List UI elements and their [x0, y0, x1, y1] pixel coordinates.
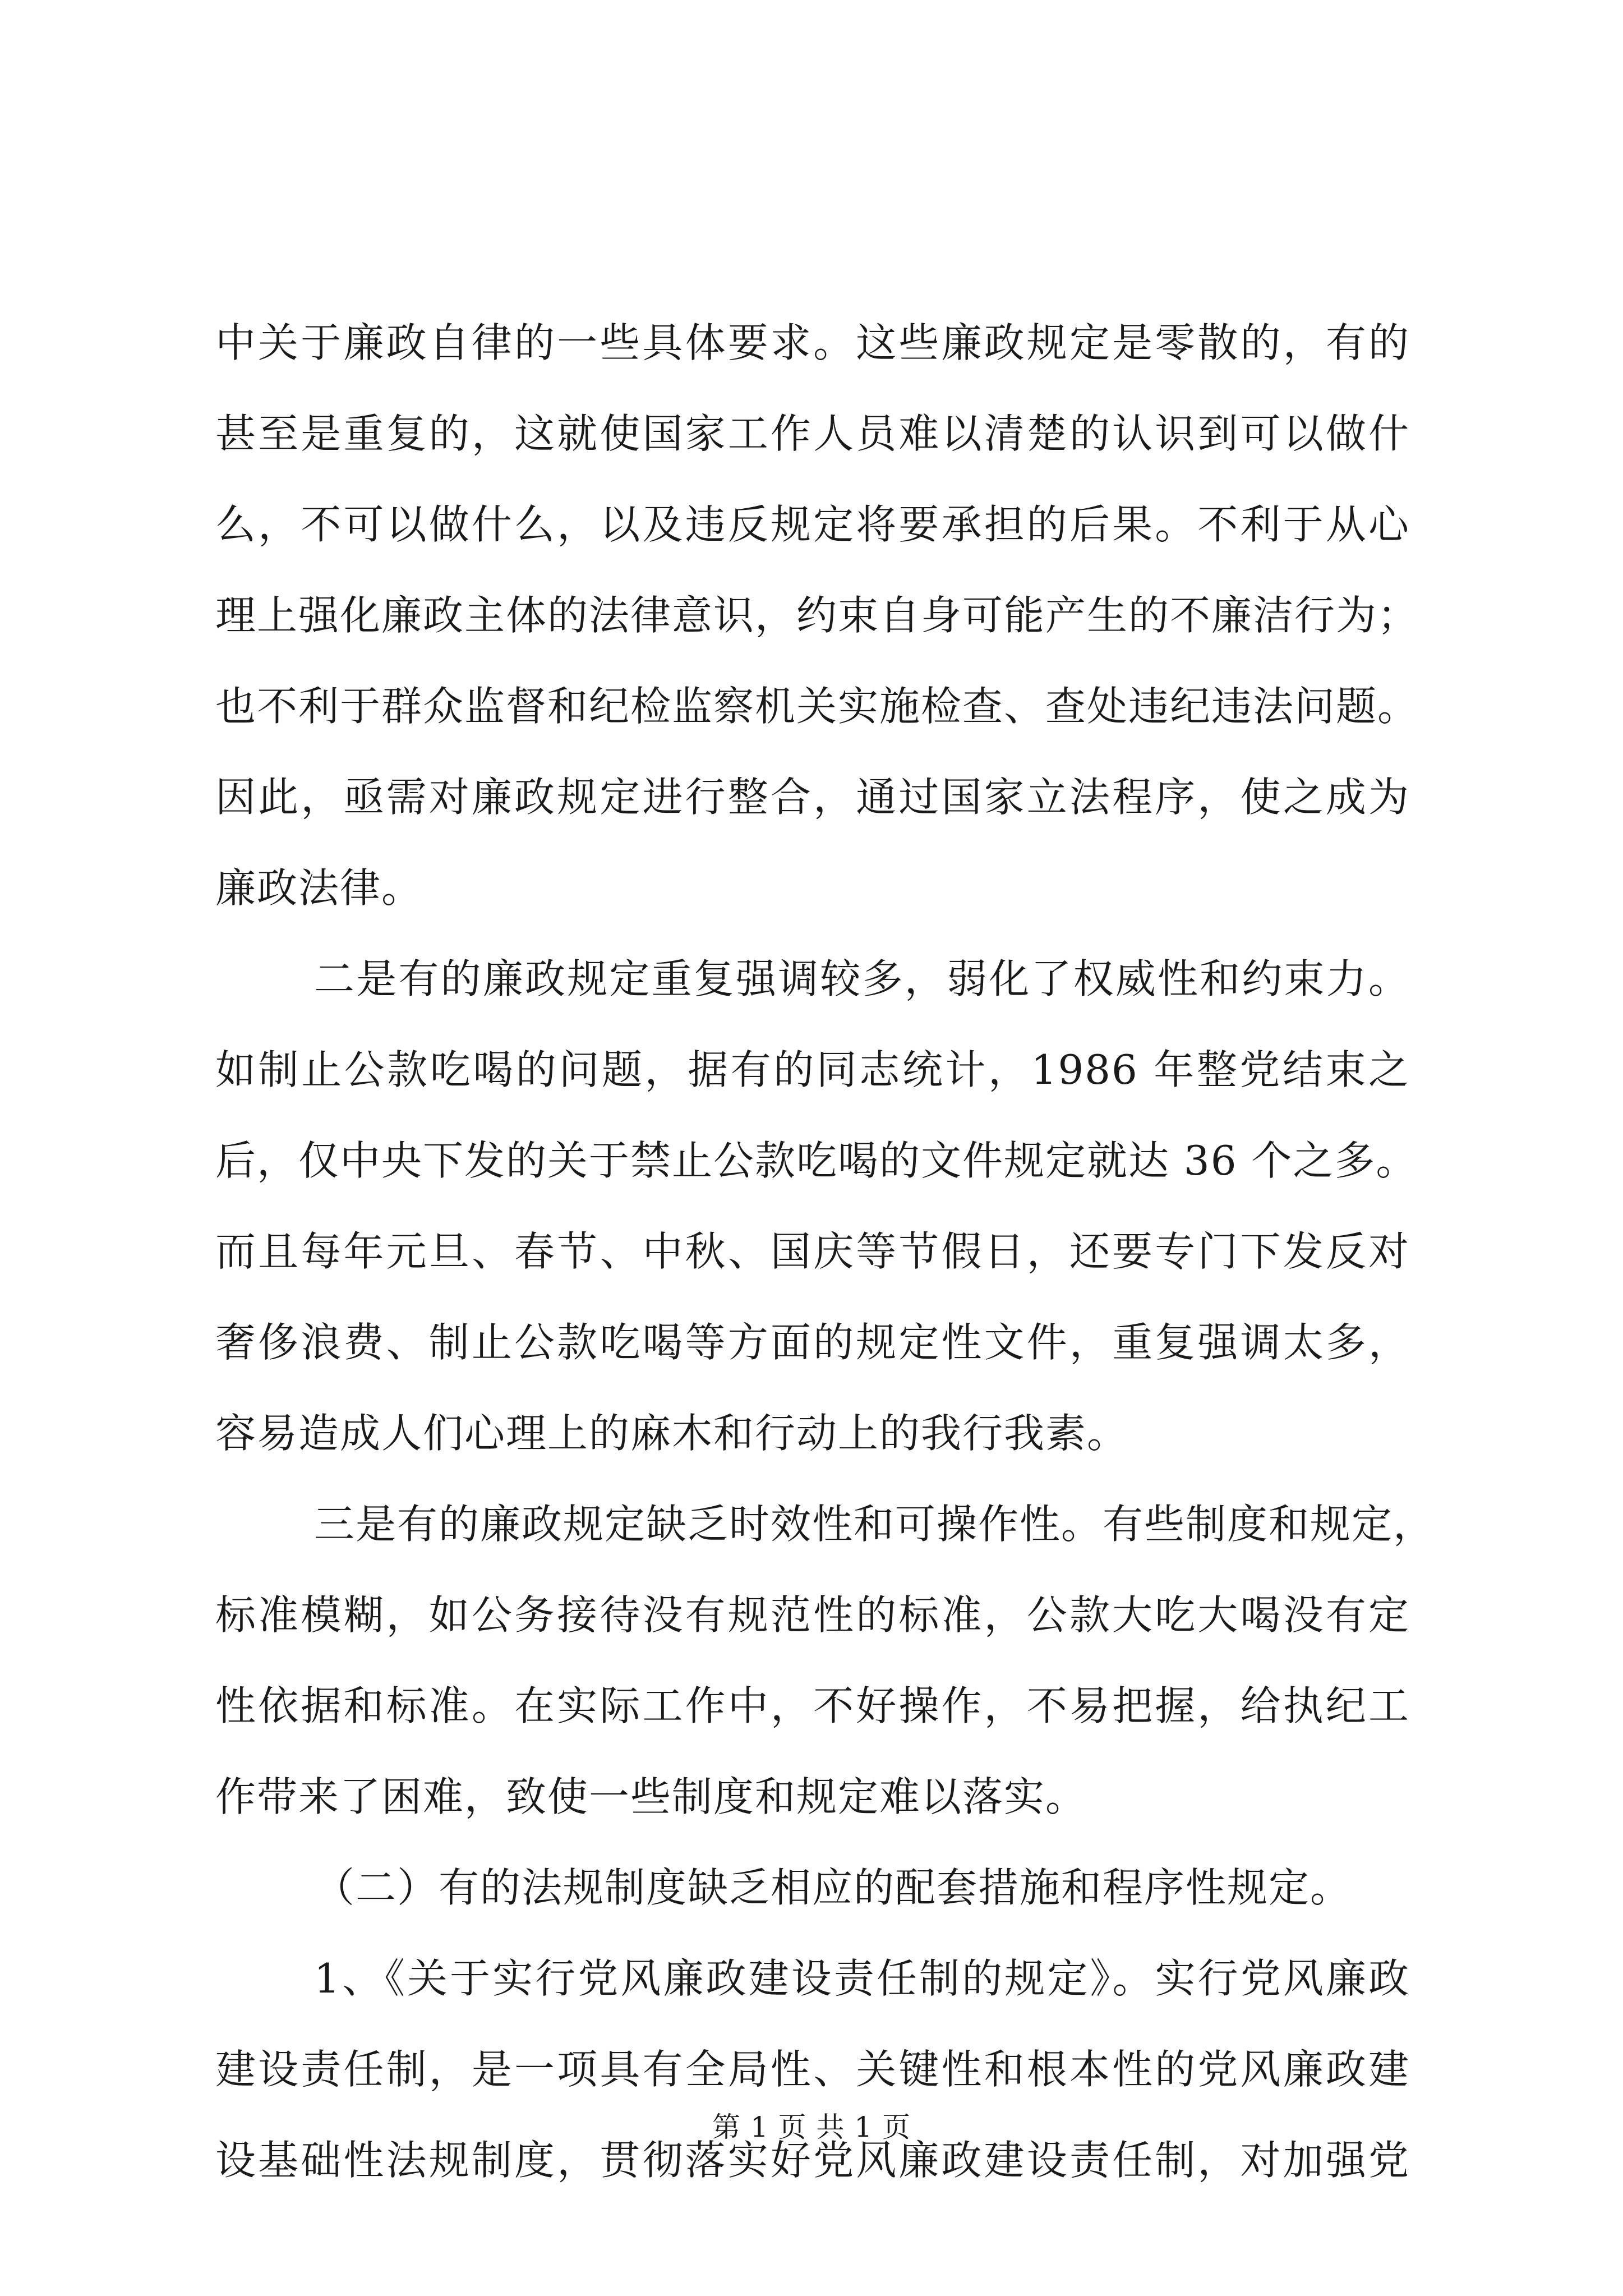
text-line: 后，仅中央下发的关于禁止公款吃喝的文件规定就达 36 个之多。: [215, 1137, 1418, 1184]
text-line: 二是有的廉政规定重复强调较多，弱化了权威性和约束力。: [314, 955, 1410, 1002]
paragraph-3: [215, 1479, 1435, 1842]
text-line: 甚至是重复的，这就使国家工作人员难以清楚的认识到可以做什: [215, 410, 1410, 457]
paragraph-1: [215, 297, 1419, 933]
text-line: 奢侈浪费、制止公款吃喝等方面的规定性文件，重复强调太多，: [215, 1319, 1410, 1366]
text-line: 理上强化廉政主体的法律意识，约束自身可能产生的不廉洁行为；: [215, 592, 1419, 639]
text-line: 三是有的廉政规定缺乏时效性和可操作性。有些制度和规定，: [314, 1501, 1435, 1548]
text-line: 建设责任制，是一项具有全局性、关键性和根本性的党风廉政建: [215, 2046, 1410, 2093]
text-line: 而且每年元旦、春节、中秋、国庆等节假日，还要专门下发反对: [215, 1228, 1410, 1275]
text-line: （二）有的法规制度缺乏相应的配套措施和程序性规定。: [314, 1864, 1352, 1911]
text-line: 如制止公款吃喝的问题，据有的同志统计，1986 年整党结束之: [215, 1046, 1410, 1093]
text-line: 1、《关于实行党风廉政建设责任制的规定》。实行党风廉政: [314, 1955, 1410, 2002]
paragraph-4: [215, 1933, 1410, 2206]
text-line: 么，不可以做什么，以及违反规定将要承担的后果。不利于从心: [215, 501, 1410, 548]
text-line: 中关于廉政自律的一些具体要求。这些廉政规定是零散的，有的: [215, 319, 1410, 366]
paragraph-2: [215, 933, 1418, 1479]
document-body: [215, 297, 1435, 2206]
text-line: 廉政法律。: [215, 864, 423, 912]
page-number-footer: 第 1 页 共 1 页: [712, 2111, 911, 2143]
text-line: 设基础性法规制度，贯彻落实好党风廉政建设责任制，对加强党: [215, 2137, 1410, 2184]
text-line: 容易造成人们心理上的麻木和行动上的我行我素。: [215, 1410, 1129, 1457]
text-line: 作带来了困难，致使一些制度和规定难以落实。: [215, 1773, 1087, 1820]
text-line: 标准模糊，如公务接待没有规范性的标准，公款大吃大喝没有定: [215, 1591, 1410, 1639]
text-line: 因此，亟需对廉政规定进行整合，通过国家立法程序，使之成为: [215, 774, 1410, 821]
text-line: 也不利于群众监督和纪检监察机关实施检查、查处违纪违法问题。: [215, 683, 1419, 730]
section-heading: [215, 1842, 1410, 1933]
text-line: 性依据和标准。在实际工作中，不好操作，不易把握，给执纪工: [215, 1682, 1410, 1729]
